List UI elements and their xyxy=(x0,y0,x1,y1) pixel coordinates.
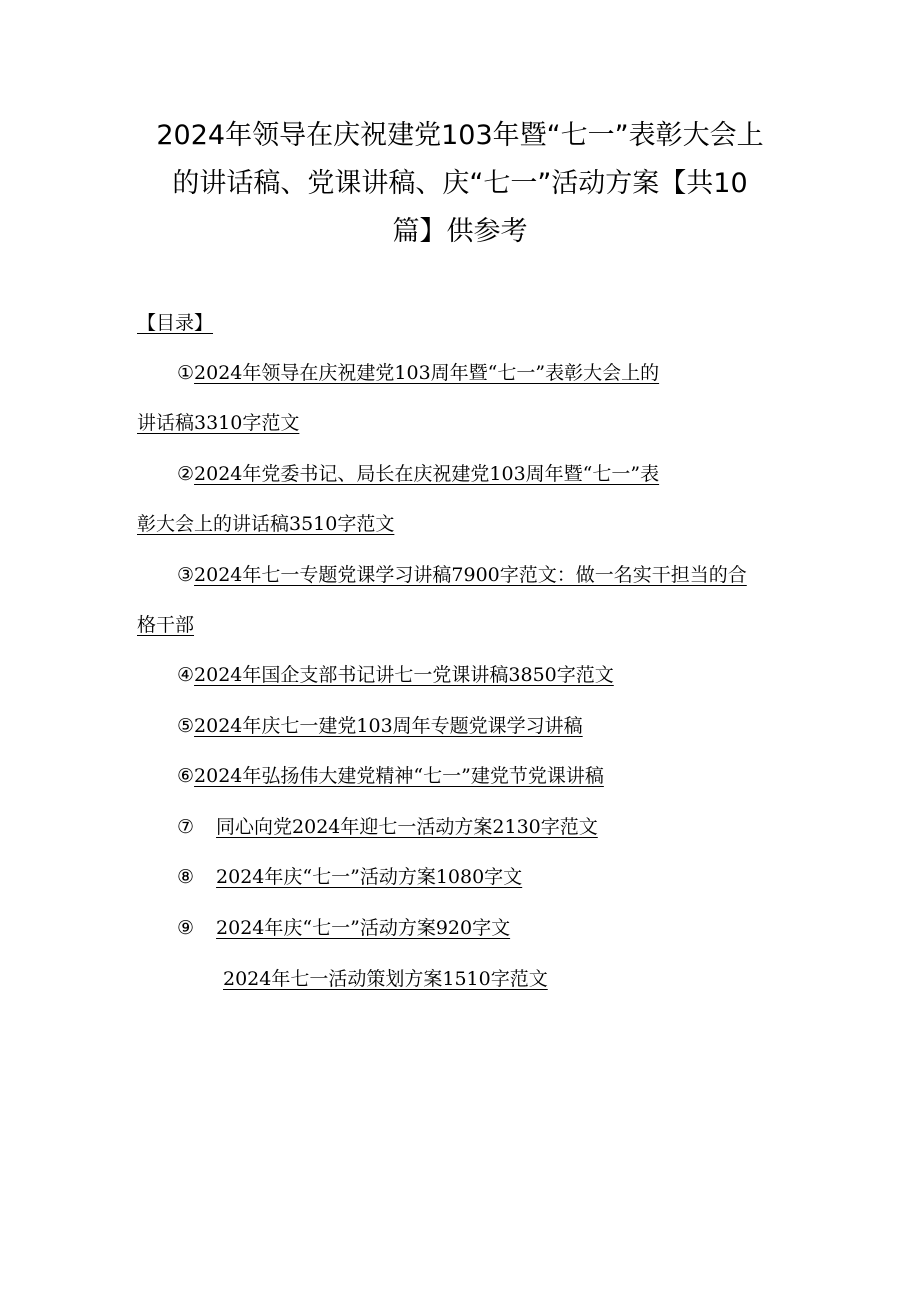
toc-marker-7: ⑦ xyxy=(177,816,195,838)
toc-link-1-continued[interactable]: 讲话稿3310字范文 xyxy=(137,412,300,434)
toc-marker-3: ③ xyxy=(177,564,195,586)
toc-marker-4: ④ xyxy=(177,664,195,686)
toc-entry-8[interactable] xyxy=(177,862,522,892)
title-line-3: 篇】供参考 xyxy=(392,216,528,247)
toc-marker-9: ⑨ xyxy=(177,917,195,939)
toc-entry-2-continued[interactable] xyxy=(137,509,394,539)
toc-entry-7[interactable] xyxy=(177,812,598,842)
toc-link-8[interactable]: 2024年庆“七一”活动方案1080字文 xyxy=(216,866,523,888)
toc-marker-6: ⑥ xyxy=(177,765,195,787)
title-line-2: 的讲话稿、党课讲稿、庆“七一”活动方案【共10 xyxy=(172,168,748,199)
title-line-1: 2024年领导在庆祝建党103年暨“七一”表彰大会上 xyxy=(156,120,764,151)
toc-link-5[interactable]: 2024年庆七一建党103周年专题党课学习讲稿 xyxy=(194,715,583,737)
toc-link-2[interactable]: 2024年党委书记、局长在庆祝建党103周年暨“七一”表 xyxy=(194,463,660,485)
toc-entry-2[interactable] xyxy=(177,459,659,489)
toc-entry-9[interactable] xyxy=(177,913,510,943)
toc-link-3[interactable]: 2024年七一专题党课学习讲稿7900字范文：做一名实干担当的合 xyxy=(194,564,747,586)
toc-entry-1-continued[interactable] xyxy=(137,408,299,438)
toc-entry-4[interactable] xyxy=(177,660,614,690)
toc-link-2-continued[interactable]: 彰大会上的讲话稿3510字范文 xyxy=(137,513,395,535)
toc-link-9[interactable]: 2024年庆“七一”活动方案920字文 xyxy=(216,917,511,939)
toc-marker-2: ② xyxy=(177,463,195,485)
toc-marker-5: ⑤ xyxy=(177,715,195,737)
toc-entry-10[interactable] xyxy=(223,964,548,994)
toc-link-4[interactable]: 2024年国企支部书记讲七一党课讲稿3850字范文 xyxy=(194,664,614,686)
toc-heading: 【目录】 xyxy=(137,312,214,334)
toc-link-7[interactable]: 同心向党2024年迎七一活动方案2130字范文 xyxy=(216,816,598,838)
toc-entry-3-continued[interactable] xyxy=(137,610,194,640)
toc-entry-1[interactable] xyxy=(177,358,659,388)
toc-link-1[interactable]: 2024年领导在庆祝建党103周年暨“七一”表彰大会上的 xyxy=(194,362,660,384)
toc-marker-1: ① xyxy=(177,362,195,384)
toc-link-3-continued[interactable]: 格干部 xyxy=(137,614,195,636)
toc-entry-6[interactable] xyxy=(177,761,604,791)
toc-link-6[interactable]: 2024年弘扬伟大建党精神“七一”建党节党课讲稿 xyxy=(194,765,604,787)
toc-link-10[interactable]: 2024年七一活动策划方案1510字范文 xyxy=(223,968,548,990)
toc-entry-3[interactable] xyxy=(177,560,747,590)
toc-marker-8: ⑧ xyxy=(177,866,195,888)
toc-entry-5[interactable] xyxy=(177,711,583,741)
document-title xyxy=(100,112,820,256)
